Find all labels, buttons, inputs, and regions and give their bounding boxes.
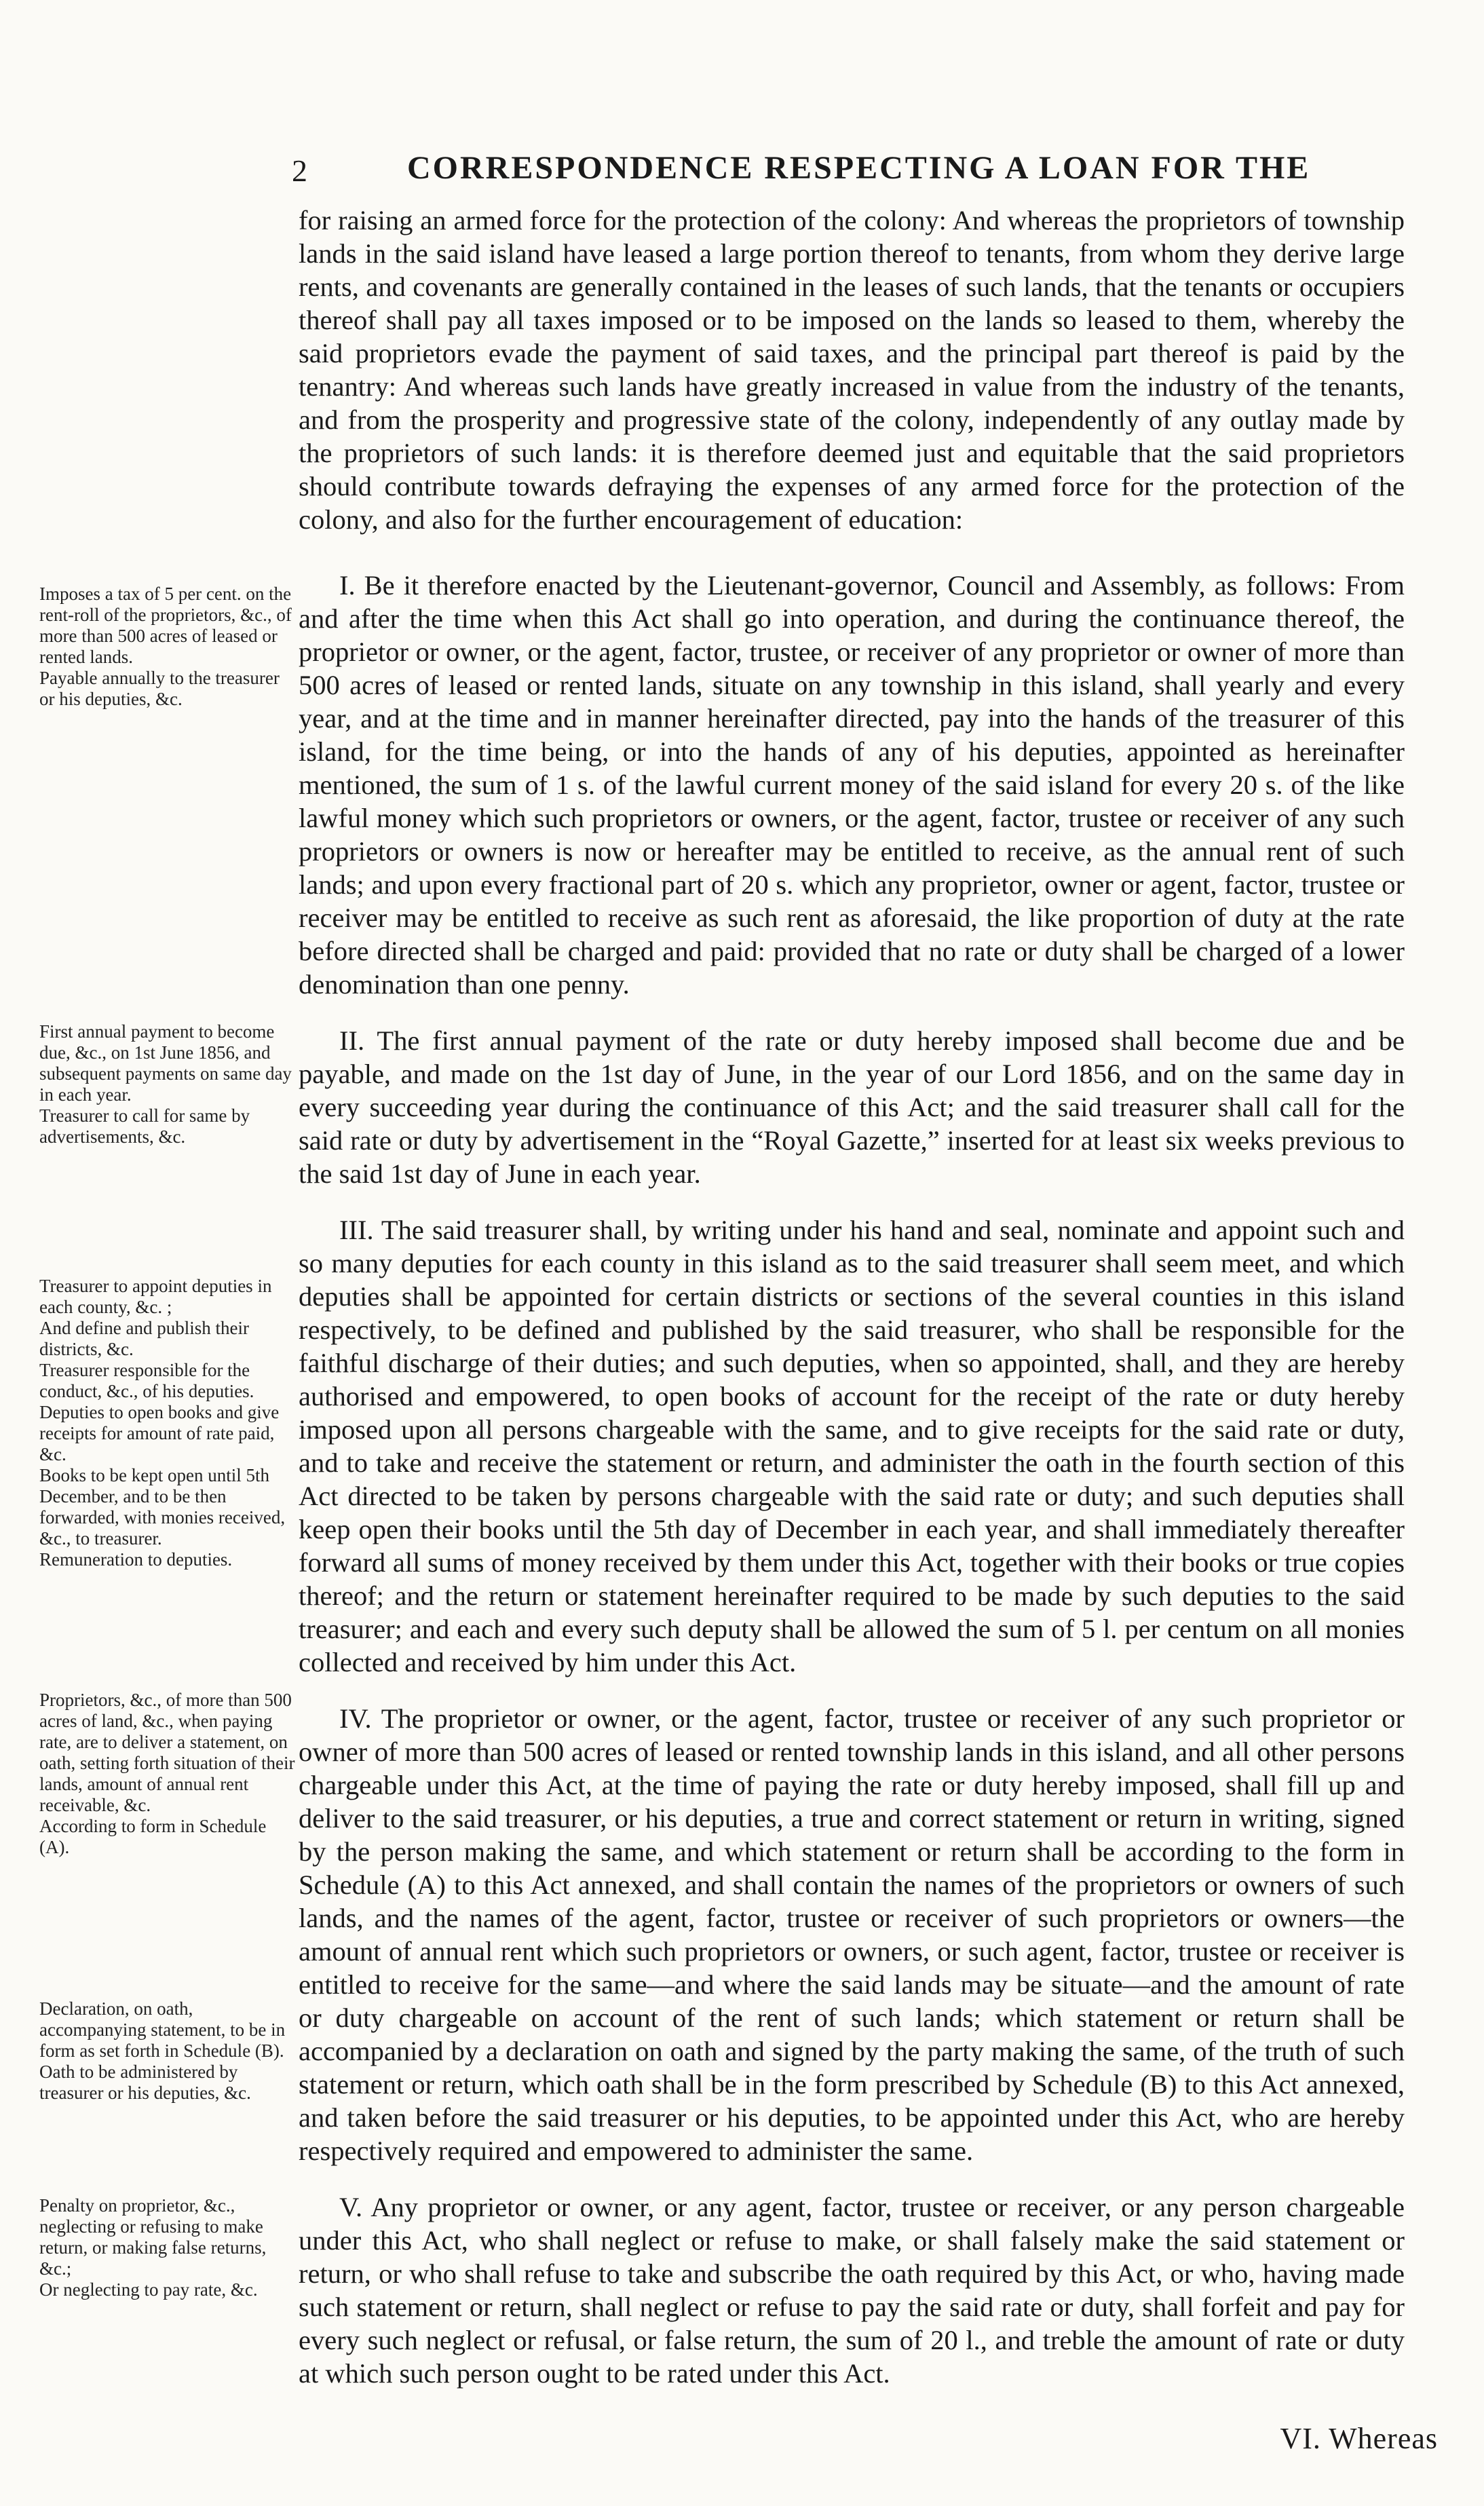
margin-note: Oath to be administered by treasurer or his deputies, &c. — [39, 2062, 251, 2103]
intro-paragraph: for raising an armed force for the protection of the colony: And whereas the proprietors of township lands in the said island have leased a large portion thereof to tenants, from whom they derive large rents, and covenants are generally contained in the leases of such lands, that the tenants or occupiers thereof shall pay all taxes imposed or to be imposed on the lands so leased to them, whereby the said proprietors evade the payment of said taxes, and the principal part thereof is paid by the tenantry: And whereas such lands have greatly increased in value from the industry of the tenants, and from the prosperity and progressive state of the colony, independently of any outlay made by the proprietors of such lands: it is therefore deemed just and equitable that the said proprietors should contribute towards defraying the expenses of any armed force for the protection of the colony, and also for the further encouragement of education: — [299, 205, 1405, 535]
margin-note: Or neglecting to pay rate, &c. — [39, 2279, 258, 2300]
margin-note-group-4b — [39, 1998, 297, 2104]
section-3: III. The said treasurer shall, by writing under his hand and seal, nominate and appoint such and so many deputies for each county in this island as to the said treasurer shall seem meet, and which deputies shall be appointed for certain districts or sections of the several counties in this island respectively, to be defined and published by the said treasurer, who shall be responsible for the faithful discharge of their duties; and such deputies, when so appointed, shall, and they are hereby authorised and empowered, to open books of account for the receipt of the rate or duty hereby imposed upon all persons chargeable with the same, and to give receipts for the said rate or duty, and to take and receive the statement or return, and administer the oath in the fourth section of this Act directed to be taken by persons chargeable with the said rate or duty; and such deputies shall keep open their books until the 5th day of December in each year, and shall immediately thereafter forward all sums of money received by them under this Act, together with their books or true copies thereof; and the return or statement hereinafter required to be made by such deputies to the said treasurer; and each and every such deputy shall be allowed the sum of 5 l. per centum on all monies collected and received by him under this Act. — [299, 1215, 1405, 1677]
section-2: II. The first annual payment of the rate or duty hereby imposed shall become due and be payable, and made on the 1st day of June, in the year of our Lord 1856, and on the same day in every succeeding year during the continuance of this Act; and the said treasurer shall call for the said rate or duty by advertisement in the “Royal Gazette,” inserted for at least six weeks previous to the said 1st day of June in each year. — [299, 1025, 1405, 1189]
margin-note: Imposes a tax of 5 per cent. on the rent-roll of the proprietors, &c., of more than 500 acres of leased or rented lands. — [39, 584, 292, 667]
section-1: I. Be it therefore enacted by the Lieutenant-governor, Council and Assembly, as follows: From and after the time when this Act shall go into operation, and during the continuance thereof, the proprietor or owner, or the agent, factor, trustee, or receiver of any proprietor or owner of more than 500 acres of leased or rented lands, situate on any township in this island, shall yearly and every year, and at the time and in manner hereinafter directed, pay into the hands of the treasurer of this island, for the time being, or into the hands of any of his deputies, appointed as hereinafter mentioned, the sum of 1 s. of the lawful current money of the said island for every 20 s. of the like lawful money which such proprietors or owners, or the agent, factor, trustee or receiver of any such proprietors or owners is now or hereafter may be entitled to receive, as the annual rent of such lands; and upon every fractional part of 20 s. which any proprietor, owner or agent, factor, trustee or receiver may be entitled to receive as such rent as aforesaid, the like proportion of duty at the rate before directed shall be charged and paid: provided that no rate or duty shall be charged of a lower denomination than one penny. — [299, 570, 1405, 1000]
running-head: CORRESPONDENCE RESPECTING A LOAN FOR THE — [407, 150, 1311, 186]
margin-note: Remuneration to deputies. — [39, 1549, 233, 1570]
margin-note: According to form in Schedule (A). — [39, 1816, 267, 1857]
margin-note: Payable annually to the treasurer or his deputies, &c. — [39, 668, 280, 709]
margin-note: And define and publish their districts, &c. — [39, 1318, 249, 1359]
margin-note-group-1 — [39, 584, 297, 710]
margin-note-group-2 — [39, 1021, 297, 1147]
margin-note: Proprietors, &c., of more than 500 acres of land, &c., when paying rate, are to deliver a statement, on oath, setting forth situation of their lands, amount of annual rent receivable, &c. — [39, 1690, 295, 1815]
margin-note-group-3 — [39, 1276, 297, 1570]
section-4: IV. The proprietor or owner, or the agent, factor, trustee or receiver of any such proprietor or owner of more than 500 acres of leased or rented township lands in this island, and all other persons chargeable under this Act, at the time of paying the rate or duty hereby imposed, shall fill up and deliver to the said treasurer, or his deputies, a true and correct statement or return in writing, signed by the person making the same, and which statement or return shall be according to the form in Schedule (A) to this Act annexed, and shall contain the names of the proprietors or owners of such lands, and the names of the agent, factor, trustee or receiver of such proprietors or owners—the amount of annual rent which such proprietors or owners, or such agent, factor, trustee or receiver is entitled to receive for the same—and where the said lands may be situate—and the amount of rate or duty chargeable on account of the rent of such lands; which statement or return shall be accompanied by a declaration on oath and signed by the party making the same, of the truth of such statement or return, which oath shall be in the form prescribed by Schedule (B) to this Act annexed, and taken before the said treasurer or his deputies, to be appointed under this Act, who are hereby respectively required and empowered to administer the same. — [299, 1703, 1405, 2166]
margin-note: Deputies to open books and give receipts for amount of rate paid, &c. — [39, 1402, 280, 1464]
section-5: V. Any proprietor or owner, or any agent, factor, trustee or receiver, or any person chargeable under this Act, who shall neglect or refuse to make, or shall falsely make the said statement or return, or who shall refuse to take and subscribe the oath required by this Act, or who, having made such statement or return, shall neglect or refuse to pay the said rate or duty, shall forfeit and pay for every such neglect or refusal, or false return, the sum of 20 l., and treble the amount of rate or duty at which such person ought to be rated under this Act. — [299, 2192, 1405, 2389]
margin-note: First annual payment to become due, &c., on 1st June 1856, and subsequent payments on same day in each year. — [39, 1021, 292, 1105]
main-text — [299, 204, 1405, 2390]
margin-note: Books to be kept open until 5th December, and to be then forwarded, with monies received, &c., to treasurer. — [39, 1465, 286, 1549]
margin-note: Treasurer to call for same by advertisements, &c. — [39, 1105, 250, 1147]
margin-note: Declaration, on oath, accompanying statement, to be in form as set forth in Schedule (B). — [39, 1998, 286, 2061]
margin-note-group-4 — [39, 1690, 297, 1858]
margin-note: Treasurer to appoint deputies in each county, &c. ; — [39, 1276, 272, 1317]
margin-note-group-5 — [39, 2195, 297, 2300]
margin-note: Treasurer responsible for the conduct, &c., of his deputies. — [39, 1360, 254, 1401]
margin-note: Penalty on proprietor, &c., neglecting or refusing to make return, or making false returns, &c.; — [39, 2195, 267, 2279]
page-number: 2 — [292, 153, 307, 188]
catchword: VI. Whereas — [1280, 2422, 1438, 2455]
